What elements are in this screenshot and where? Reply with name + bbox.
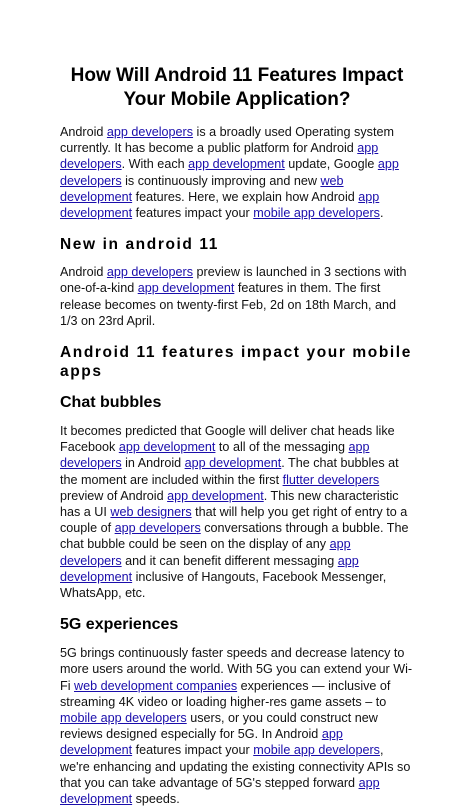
intro-text-2: is a broadly used Operating system currently. It has become a public platform for Android [60,125,394,156]
chat-text-3: in Android [121,456,185,471]
app-development-link[interactable]: app development [60,727,343,758]
page-title-line-1: How Will Android 11 Features Impact [70,65,404,86]
web-development-companies-link[interactable]: web development companies [74,678,238,693]
chat-bubbles-paragraph [60,423,414,601]
chat-text-1: It becomes predicted that Google will deliver chat heads like Facebook [60,424,395,455]
app-developers-link[interactable]: app developers [60,537,351,568]
chat-text-7: that will help you get right of entry to a couple of [60,505,408,536]
mobile-app-developers-link[interactable]: mobile app developers [253,743,380,758]
app-development-link[interactable]: app development [60,553,359,584]
chat-text-5: preview of Android [60,488,168,503]
intro-text-7: features impact your [132,206,254,221]
app-developers-link[interactable]: app developers [60,157,399,188]
mobile-app-developers-link[interactable]: mobile app developers [60,711,187,726]
app-development-link[interactable]: app development [188,157,285,172]
intro-text-4: update, Google [284,157,378,172]
app-developers-link[interactable]: app developers [106,265,194,280]
5g-experiences-heading: 5G experiences [60,616,179,634]
intro-text-5: is continuously improving and new [121,173,321,188]
flutter-developers-link[interactable]: flutter developers [282,472,380,487]
app-developers-link[interactable]: app developers [60,440,370,471]
intro-paragraph [60,124,414,221]
fiveg-text-2: experiences — inclusive of streaming 4K video or loading higher-res game assets – to [60,678,391,709]
fiveg-text-1: 5G brings continuously faster speeds and decrease latency to more users around the world. With 5G you can extend your Wi-Fi [60,646,413,693]
fiveg-text-6: speeds. [132,792,180,807]
intro-text-1: Android [60,125,107,139]
chat-text-2: to all of the messaging [215,440,349,455]
new-in-android-heading: New in android 11 [60,236,219,254]
fiveg-text-5: , we're enhancing and updating the existing connectivity APIs so that you can take advantage of 5G's stepped forward [60,743,411,790]
web-development-link[interactable]: web development [60,173,344,204]
app-development-link[interactable]: app development [137,281,235,296]
chat-text-4: . The chat bubbles at the moment are included within the first [60,456,399,487]
app-development-link[interactable]: app development [60,775,380,807]
web-designers-link[interactable]: web designers [110,505,192,520]
app-developers-link[interactable]: app developers [106,125,194,139]
app-developers-link[interactable]: app developers [114,521,201,536]
app-developers-link[interactable]: app developers [60,141,379,172]
page-title [60,64,414,112]
app-development-link[interactable]: app development [60,189,380,221]
new-text-2: preview is launched in 3 sections with one-of-a-kind [60,265,407,296]
chat-text-6: . This new characteristic has a UI [60,488,399,520]
intro-text-6: features. Here, we explain how Android [132,189,359,204]
chat-bubbles-heading: Chat bubbles [60,394,162,412]
intro-text-3: . With each [121,157,189,172]
new-in-android-paragraph [60,264,414,329]
fiveg-text-3: users, or you could construct new reviews designed especially for 5G. In Android [60,711,378,742]
page-title-line-2: Your Mobile Application? [123,89,351,110]
intro-text-8: . [379,206,384,221]
new-text-1: Android [60,265,107,280]
app-development-link[interactable]: app development [167,488,264,503]
app-development-link[interactable]: app development [184,456,282,471]
chat-text-10: inclusive of Hangouts, Facebook Messenger, WhatsApp, etc. [60,569,387,601]
chat-text-9: and it can benefit different messaging [121,553,338,568]
mobile-app-developers-link[interactable]: mobile app developers [253,206,380,221]
fiveg-text-4: features impact your [132,743,254,758]
app-development-link[interactable]: app development [118,440,216,455]
new-text-3: features in them. The first release becomes on twenty-first Feb, 2d on 18th March, and 1/3 on 23rd April. [60,281,397,328]
chat-text-8: conversations through a bubble. The chat bubble could be seen on the display of any [60,521,409,552]
features-impact-heading: Android 11 features impact your mobile apps [60,344,412,381]
